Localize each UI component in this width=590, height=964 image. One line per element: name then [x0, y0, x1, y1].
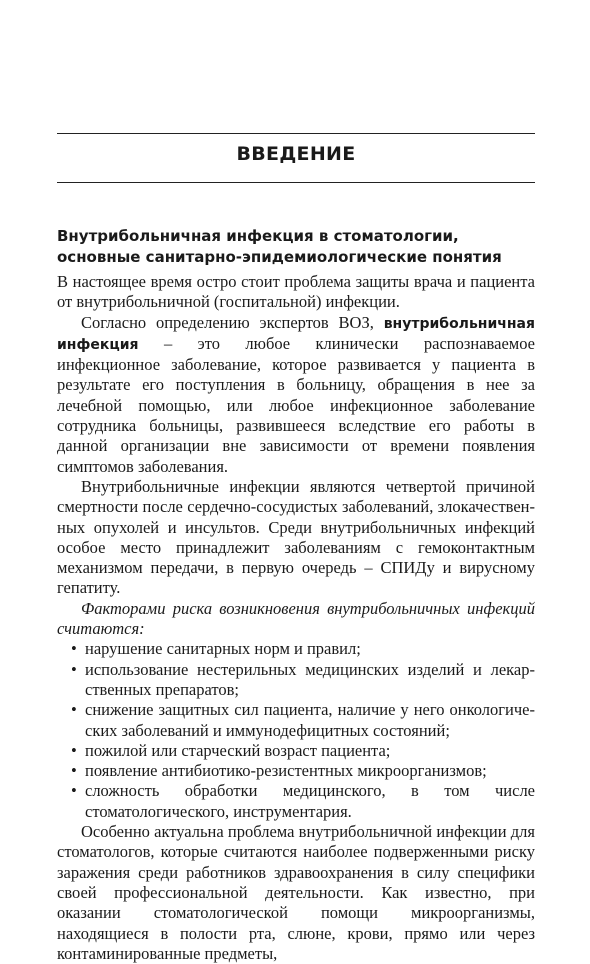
top-rule [57, 133, 535, 134]
risk-factors-heading: Факторами риска возникновения внутрибольничных инфекций считаются: [57, 598, 535, 639]
list-item: • сложность обработки медицинского, в том числе стоматологического, инструментария. [71, 781, 535, 821]
section-title-line-1: Внутрибольничная инфекция в стоматологии, [57, 227, 459, 245]
bullet-icon: • [71, 781, 77, 801]
paragraph-definition [57, 313, 535, 477]
paragraph-mortality: Внутрибольничные инфекции являются четвертой причиной смертности после сердечно-сосудистых заболеваний, злокачественных опухолей и инсультов. Среди внутрибольничных инфекций особое место принадлежит заболеваниям с гемоконтактным механизмом передачи, в первую очередь – СПИДу и вирусному гепатиту. [57, 476, 535, 598]
chapter-title: ВВЕДЕНИЕ [236, 143, 356, 165]
list-item: • использование нестерильных медицинских изделий и лекарственных препаратов; [71, 659, 535, 699]
list-item: • пожилой или старческий возраст пациента; [71, 740, 391, 760]
list-item: • снижение защитных сил пациента, наличие у него онкологических заболеваний и иммунодефицитных состояний; [71, 700, 535, 740]
section-title-line-2: основные санитарно-эпидемиологические понятия [57, 248, 502, 266]
bullet-icon: • [71, 639, 77, 659]
bullet-icon: • [71, 700, 77, 720]
definition-body: – это любое клинически распознаваемое инфекционное заболевание, которое развивается у пациента в результате его поступления в больницу, обращения в нее за лечебной помощью, или любое инфекционное заболевание сотрудника больницы, развившееся вследствие его работы в данной организации вне зависимости от времени появления симптомов заболевания. [57, 333, 535, 476]
list-item: • нарушение санитарных норм и правил; [71, 639, 361, 659]
bullet-icon: • [71, 659, 77, 679]
list-item: • появление антибиотико-резистентных микроорганизмов; [71, 761, 487, 781]
bullet-icon: • [71, 740, 77, 760]
paragraph-dentistry: Особенно актуальна проблема внутрибольничной инфекции для стоматологов, которые считаются наиболее подверженными риску заражения среди работников здравоохранения в силу специфики своей профессиональной деятельности. Как известно, при оказании стоматологической помощи микроорганизмы, находящиеся в полости рта, слюне, крови, прямо или через контаминированные предметы, [57, 822, 535, 963]
definition-term: внутрибольничная инфекция [57, 315, 535, 353]
main-content [57, 226, 535, 964]
bullet-icon: • [71, 761, 77, 781]
section-title [57, 226, 535, 268]
risk-factors-list [57, 639, 535, 822]
bottom-rule [57, 182, 535, 183]
body-text [57, 272, 535, 964]
definition-lead: Согласно определению экспертов ВОЗ, [81, 312, 384, 332]
paragraph-intro: В настоящее время остро стоит проблема защиты врача и пациента от внутрибольничной (госпитальной) инфекции. [57, 272, 535, 312]
